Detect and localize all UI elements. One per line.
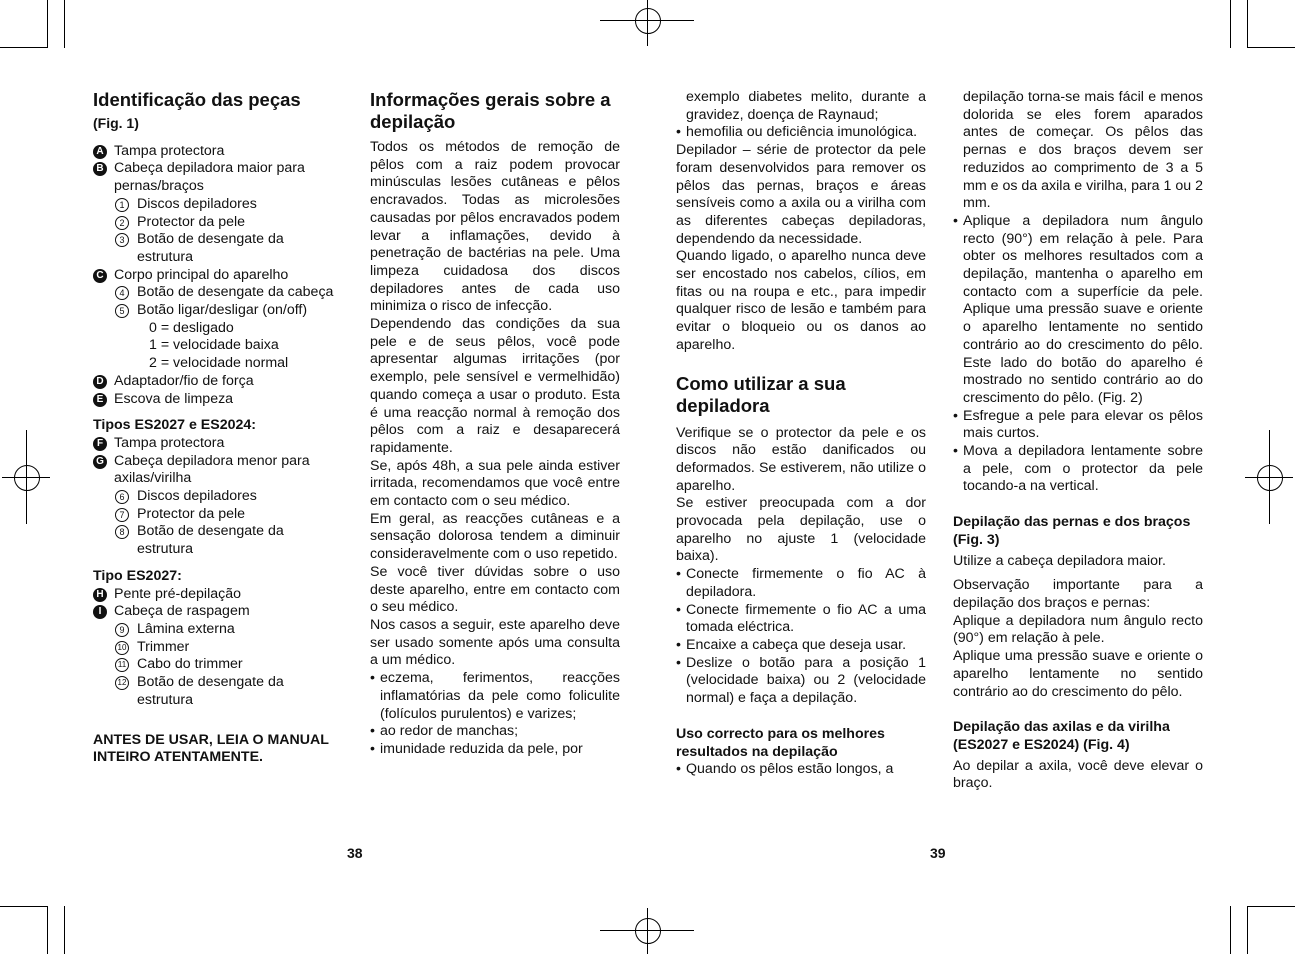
sub-item: 5 Botão ligar/desligar (on/off) [93,302,343,320]
list-item: • hemofilia ou deficiência imunológica. [676,124,918,141]
section-title-usage: Como utilizar a sua depiladora [676,372,846,416]
speed-setting: 0 = desligado [149,319,234,336]
list-item: • Esfregue a pele para elevar os pêlos mais curtos. [953,407,1203,442]
part-item: D Adaptador/fio de força [93,373,343,391]
paragraph: Dependendo das condições da sua pele e de seus pêlos, você pode apresentar algumas irritações (por exemplo, pele sensível e vermelhidão) quando começa a usar o produto. Esta é uma reacção normal à remoção dos pêlos com a raiz e desaparecerá rapidamente. [370,316,620,456]
list-item: • Encaixe a cabeça que deseja usar. [676,636,907,653]
fig-ref: (Fig. 1) [93,115,139,131]
list-item: • Conecte firmemente o fio AC à depiladora. [676,566,926,600]
paragraph: Em geral, as reacções cutâneas e a sensação dolorosa tendem a diminuir consideravelmente com o uso repetido. [370,510,620,563]
sub-item: 10 Trimmer [93,639,343,657]
list-item: • Mova a depiladora lentamente sobre a pele, com o protector da pele tocando-a na vertical. [953,443,1203,495]
part-item: H Pente pré-depilação [93,586,343,604]
sub-item: 3 Botão de desengate da estrutura [93,231,343,266]
paragraph: Quando ligado, o aparelho nunca deve ser encostado nos cabelos, cílios, em fitas ou na roupa e etc., para impedir qualquer risco de lesão e também para evitar o bloqueio ou os danos ao aparelho. [676,248,926,353]
speed-setting: 1 = velocidade baixa [149,337,279,354]
paragraph: Aplique uma pressão suave e oriente o aparelho lentamente no sentido contrário ao do crescimento do pêlo. [953,648,1203,700]
paragraph: Todos os métodos de remoção de pêlos com a raiz podem provocar minúsculas lesões cutâneas e pêlos encravados. Todas as microlesões causadas por pêlos encravados podem levar a inflamações, devido à penetração de bactérias na pele. Uma limpeza cuidadosa dos discos depiladores antes de cada uso minimiza o risco de infecção. [370,139,620,315]
page-number-left: 38 [347,845,363,861]
warning-text: ANTES DE USAR, LEIA O MANUAL INTEIRO ATENTAMENTE. [93,731,329,766]
continued-text: depilação torna-se mais fácil e menos dolorida se eles forem aparados antes de começar. Os pêlos das pernas e dos braços devem ser reduzidos ao comprimento de 3 a 5 mm e os da axila e virilha, para 1 ou 2 mm. [963,89,1203,212]
list-item: • Aplique a depiladora num ângulo recto (90°) em relação à pele. Para obter os melhores resultados com a depilação, mantenha o aparelho em contacto com a superfície da pele. Aplique uma pressão suave e oriente o aparelho lentamente no sentido contrário ao do crescimento do pêlo. Este lado do botão do aparelho é mostrado no sentido contrário ao do crescimento do pêlo. (Fig. 2) [953,212,1203,406]
continued-text: exemplo diabetes melito, durante a gravidez, doença de Raynaud; [686,89,926,123]
subheading-best-results: Uso correcto para os melhores resultados na depilação [676,725,885,760]
part-item: C Corpo principal do aparelho [93,267,343,285]
part-item: B Cabeça depiladora maior para pernas/braços [93,160,343,195]
paragraph: Ao depilar a axila, você deve elevar o braço. [953,757,1203,792]
page-number-right: 39 [930,845,946,861]
column-tips [953,89,1203,793]
subheading-armpit: Depilação das axilas e da virilha (ES2027 e ES2024) (Fig. 4) [953,719,1170,753]
sub-item: 4 Botão de desengate da cabeça [93,284,343,302]
part-item: G Cabeça depiladora menor para axilas/virilha [93,453,343,488]
list-item: • eczema, ferimentos, reacções inflamatórias da pele como foliculite (folículos purulentos) e varizes; [370,670,620,722]
list-item: • Conecte firmemente o fio AC a uma tomada eléctrica. [676,601,926,636]
subheading-legs-arms: Depilação das pernas e dos braços (Fig. 3) [953,514,1191,548]
list-item: • ao redor de manchas; [370,723,519,740]
part-item: F Tampa protectora [93,435,343,453]
paragraph: Se, após 48h, a sua pele ainda estiver irritada, recomendamos que você entre em contacto com o seu médico. [370,457,620,510]
paragraph: Se estiver preocupada com a dor provocada pela depilação, use o aparelho no ajuste 1 (velocidade baixa). [676,495,926,565]
part-item: I Cabeça de raspagem [93,603,343,621]
paragraph: Aplique a depiladora num ângulo recto (90°) em relação à pele. [953,612,1203,647]
sub-item: 7 Protector da pele [93,506,343,524]
paragraph: Utilize a cabeça depiladora maior. [953,552,1166,569]
list-item: • Quando os pêlos estão longos, a [676,761,894,778]
paragraph: Se você tiver dúvidas sobre o uso deste aparelho, entre em contacto com o seu médico. [370,563,620,616]
sub-item: 9 Lâmina externa [93,621,343,639]
paragraph: Verifique se o protector da pele e os discos não estão danificados ou deformados. Se estiverem, não utilize o aparelho. [676,424,926,494]
speed-setting: 2 = velocidade normal [149,355,289,372]
type-heading: Tipo ES2027: [93,567,182,584]
column-usage [676,89,926,779]
sub-item: 12 Botão de desengate da estrutura [93,674,343,709]
list-item: • imunidade reduzida da pele, por [370,740,583,757]
sub-item: 6 Discos depiladores [93,488,343,506]
section-title-parts: Identificação das peças [93,89,301,110]
part-item: E Escova de limpeza [93,391,343,409]
sub-item: 1 Discos depiladores [93,196,343,214]
sub-item: 11 Cabo do trimmer [93,656,343,674]
section-title-general: Informações gerais sobre a depilação [370,89,611,132]
paragraph: Observação importante para a depilação dos braços e pernas: [953,577,1203,611]
sub-item: 8 Botão de desengate da estrutura [93,523,343,558]
part-item: A Tampa protectora [93,143,343,161]
types-heading: Tipos ES2027 e ES2024: [93,417,256,434]
list-item: • Deslize o botão para a posição 1 (velocidade baixa) ou 2 (velocidade normal) e faça a depilação. [676,654,926,707]
column-parts [93,89,343,767]
sub-item: 2 Protector da pele [93,214,343,232]
paragraph: Depilador – série de protector da pele foram desenvolvidos para remover os pêlos das pernas, braços e áreas sensíveis como a axila ou a virilha com as diferentes cabeças depiladoras, dependendo da necessidade. [676,142,926,247]
paragraph: Nos casos a seguir, este aparelho deve ser usado somente após uma consulta a um médico. [370,616,620,669]
column-general-info [370,89,620,759]
